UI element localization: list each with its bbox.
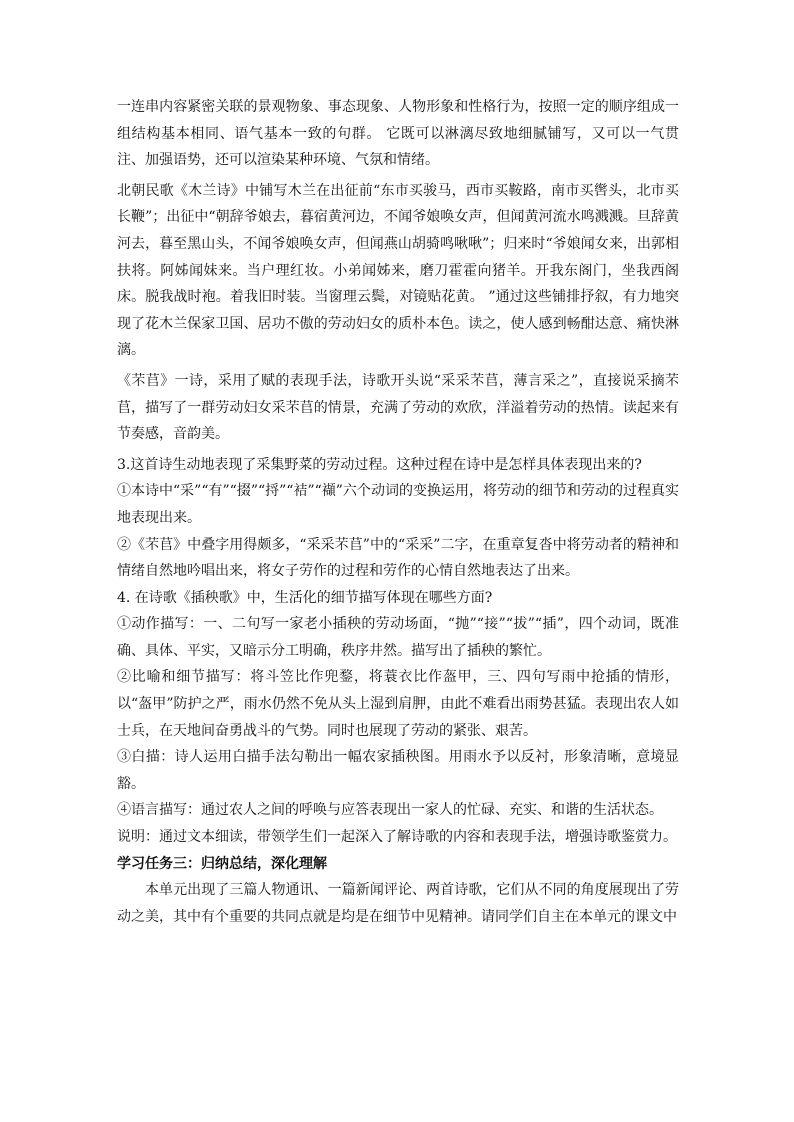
question-3: 3.这首诗生动地表现了采集野菜的劳动过程。这种过程在诗中是怎样具体表现出来的? (117, 456, 642, 473)
answer-4-point-1: ①动作描写：一、二句写一家老小插秧的劳动场面，“抛”“接”“拔”“插”，四个动词，既准确、具体、平实，又暗示分工明确，秩序井然。描写出了插秧的繁忙。 (117, 616, 679, 659)
paragraph-mulan-example: 北朝民歌《木兰诗》中铺写木兰在出征前“东市买骏马，西市买鞍路，南市买辔头，北市买长鞭”；出征中“朝辞爷娘去，暮宿黄河边，不闻爷娘唤女声，但闻黄河流水鸣溅溅。旦辞黄河去，暮至黑山头，不闻爷娘唤女声，但闻燕山胡骑鸣啾啾”；归来时“爷娘闻女来，出郭相扶将。阿姊闻妹来。当户理红妆。小弟闻姊来，磨刀霍霍向猪羊。开我东阁门，坐我西阁床。脱我战时袍。着我旧时装。当窗理云鬓，对镜贴花黄。 ”通过这些铺排抒叙，有力地突现了花木兰保家卫国、居功不傲的劳动妇女的质朴本色。读之，使人感到畅酣达意、痛快淋漓。 (117, 182, 679, 359)
answer-4-point-4: ④语言描写：通过农人之间的呼唤与应答表现出一家人的忙碌、充实、和谐的生活状态。 (117, 802, 663, 819)
answer-4-point-2: ②比喻和细节描写：将斗笠比作兜鍪，将蓑衣比作盔甲，三、四句写雨中抢插的情形，以“盔甲”防护之严，雨水仍然不免从头上湿到肩胛，由此不难看出雨势甚猛。表现出农人如士兵，在天地间奋勇战斗的气势。同时也展现了劳动的紧张、艰苦。 (117, 669, 679, 739)
answer-4-point-3: ③白描：诗人运用白描手法勾勒出一幅农家插秧图。用雨水予以反衬，形象清晰，意境显豁。 (117, 749, 679, 792)
answer-3-point-2: ②《芣苢》中叠字用得颇多，“采采芣苢”中的“采采”二字，在重章复沓中将劳动者的精神和情绪自然地吟唱出来，将女子劳作的过程和劳作的心情自然地表达了出来。 (117, 536, 679, 580)
paragraph-unit-summary: 本单元出现了三篇人物通讯、一篇新闻评论、两首诗歌，它们从不同的角度展现出了劳动之美，其中有个重要的共同点就是均是在细节中见精神。请同学们自主在本单元的课文中 (117, 882, 679, 925)
question-4: 4. 在诗歌《插秧歌》中，生活化的细节描写体现在哪些方面? (117, 589, 493, 606)
paragraph-parallelism-definition: 一连串内容紧密关联的景观物象、事态现象、人物形象和性格行为，按照一定的顺序组成一组结构基本相同、语气基本一致的句群。 它既可以淋漓尽致地细腻铺写，又可以一气贯注、加强语势，还可以渲染某种环境、气氛和情绪。 (117, 99, 679, 169)
paragraph-fuyi-analysis: 《芣苢》一诗，采用了赋的表现手法，诗歌开头说“采采芣苢，薄言采之”，直接说采摘芣苢，描写了一群劳动妇女采芣苢的情景，充满了劳动的欢欣，洋溢着劳动的热情。读起来有节奏感，音韵美。 (117, 372, 679, 443)
answer-3-point-1: ①本诗中“采”“有”“掇”“捋”“袺”“襭”六个动词的变换运用，将劳动的细节和劳动的过程真实地表现出来。 (117, 483, 679, 526)
document-body (117, 94, 679, 930)
section-heading-task-3: 学习任务三：归纳总结，深化理解 (117, 855, 327, 872)
teaching-note: 说明：通过文本细读，带领学生们一起深入了解诗歌的内容和表现手法，增强诗歌鉴赏力。 (117, 829, 677, 846)
